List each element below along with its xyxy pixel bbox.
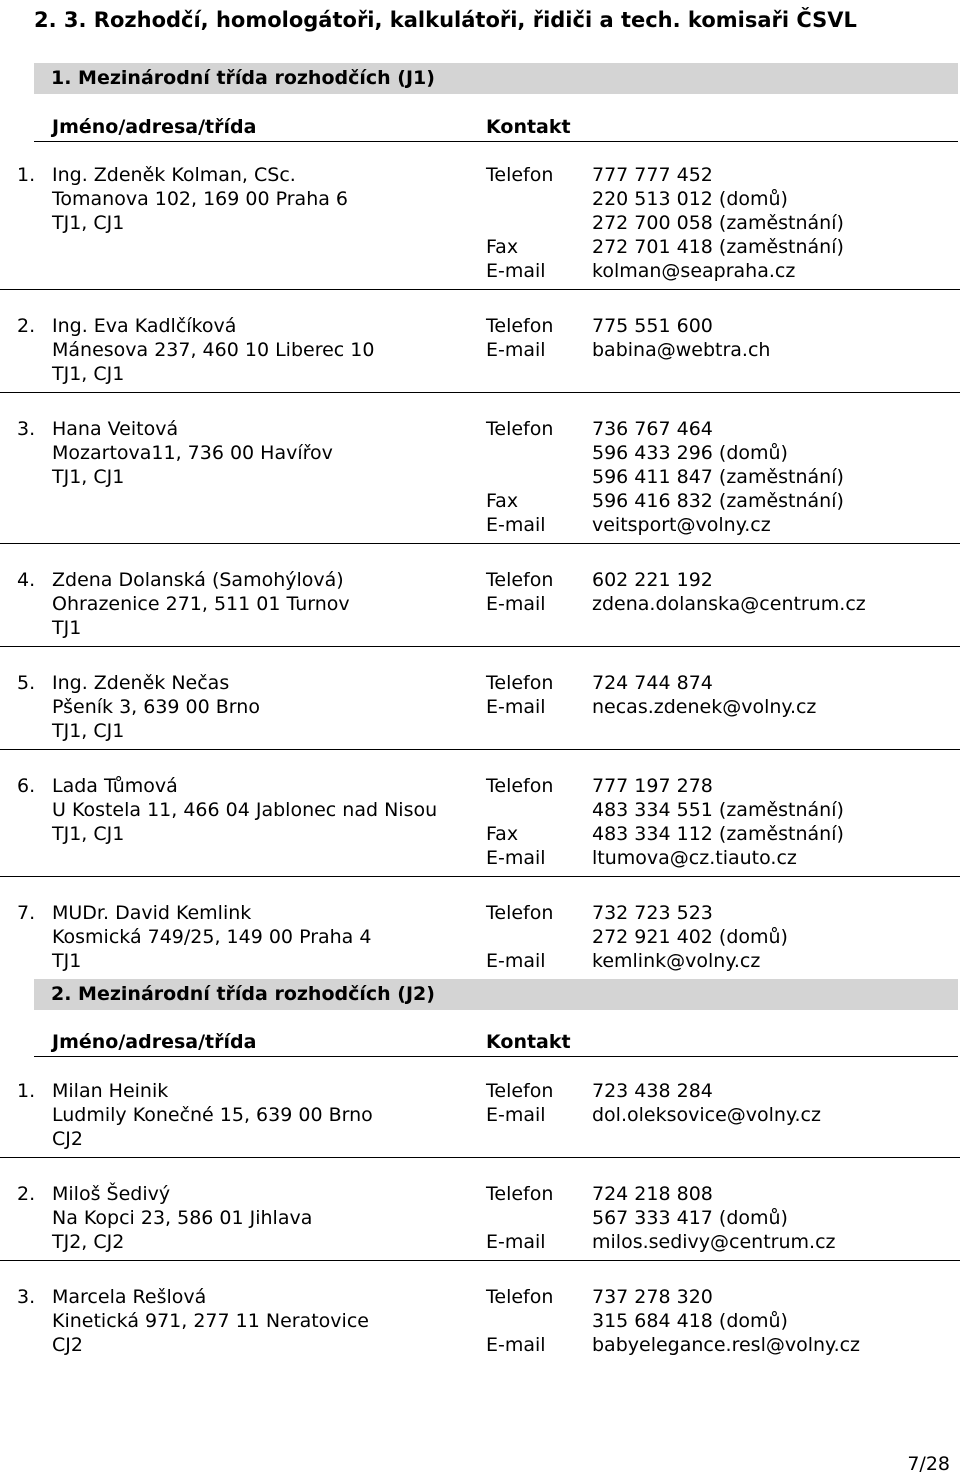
contact-label: E-mail [486, 1334, 546, 1356]
contact-label: E-mail [486, 339, 546, 361]
entry-number: 2. [17, 1183, 36, 1205]
contact-value: ltumova@cz.tiauto.cz [592, 847, 797, 869]
entry-address: Mozartova11, 736 00 Havířov [52, 442, 333, 464]
contact-value: babina@webtra.ch [592, 339, 771, 361]
contact-value: 777 777 452 [592, 164, 713, 186]
entry-number: 4. [17, 569, 36, 591]
section-heading: 1. Mezinárodní třída rozhodčích (J1) [51, 67, 435, 89]
entry-class: CJ2 [52, 1334, 83, 1356]
entry-number: 1. [17, 1080, 36, 1102]
contact-value: milos.sedivy@centrum.cz [592, 1231, 836, 1253]
contact-label: Telefon [486, 418, 554, 440]
contact-label: Telefon [486, 315, 554, 337]
contact-value: 775 551 600 [592, 315, 713, 337]
contact-value: necas.zdenek@volny.cz [592, 696, 817, 718]
contact-label: Telefon [486, 1183, 554, 1205]
entry-address: Kinetická 971, 277 11 Neratovice [52, 1310, 369, 1332]
contact-value: 724 744 874 [592, 672, 713, 694]
list-item [0, 1285, 960, 1363]
entry-name: Milan Heinik [52, 1080, 169, 1102]
contact-label: Telefon [486, 569, 554, 591]
entry-name: Miloš Šedivý [52, 1183, 171, 1205]
contact-label: Telefon [486, 1286, 554, 1308]
contact-value: 483 334 551 (zaměstnání) [592, 799, 844, 821]
contact-label: E-mail [486, 1231, 546, 1253]
contact-value: 315 684 418 (domů) [592, 1310, 788, 1332]
contact-label: Telefon [486, 672, 554, 694]
list-item [0, 568, 960, 647]
contact-label: E-mail [486, 514, 546, 536]
entry-number: 3. [17, 1286, 36, 1308]
entry-class: TJ1 [52, 617, 82, 639]
entry-class: TJ1, CJ1 [52, 466, 125, 488]
contact-label: Telefon [486, 164, 554, 186]
contact-value: veitsport@volny.cz [592, 514, 771, 536]
entry-number: 5. [17, 672, 36, 694]
contact-value: dol.oleksovice@volny.cz [592, 1104, 821, 1126]
entry-name: MUDr. David Kemlink [52, 902, 252, 924]
contact-value: zdena.dolanska@centrum.cz [592, 593, 866, 615]
contact-label: Fax [486, 236, 519, 258]
list-item [0, 314, 960, 393]
entry-address: Ludmily Konečné 15, 639 00 Brno [52, 1104, 373, 1126]
column-header-name: Jméno/adresa/třída [52, 116, 257, 138]
contact-label: Fax [486, 823, 519, 845]
contact-label: E-mail [486, 1104, 546, 1126]
entry-number: 3. [17, 418, 36, 440]
contact-label: Telefon [486, 775, 554, 797]
entry-class: TJ1, CJ1 [52, 720, 125, 742]
entry-class: TJ2, CJ2 [52, 1231, 125, 1253]
contact-value: 596 411 847 (zaměstnání) [592, 466, 844, 488]
column-header-contact: Kontakt [486, 116, 571, 138]
table-header [34, 1028, 958, 1057]
contact-label: E-mail [486, 847, 546, 869]
contact-label: E-mail [486, 950, 546, 972]
entry-name: Ing. Zdeněk Nečas [52, 672, 230, 694]
section-heading-bar [34, 979, 958, 1010]
entry-number: 1. [17, 164, 36, 186]
page-title: 2. 3. Rozhodčí, homologátoři, kalkulátoři, řidiči a tech. komisaři ČSVL [34, 8, 857, 32]
contact-value: 596 433 296 (domů) [592, 442, 788, 464]
list-item [0, 417, 960, 544]
entry-name: Ing. Zdeněk Kolman, CSc. [52, 164, 296, 186]
entry-address: Kosmická 749/25, 149 00 Praha 4 [52, 926, 372, 948]
entry-name: Marcela Rešlová [52, 1286, 207, 1308]
contact-label: Fax [486, 490, 519, 512]
list-item [0, 671, 960, 750]
contact-value: 596 416 832 (zaměstnání) [592, 490, 844, 512]
entry-class: TJ1, CJ1 [52, 212, 125, 234]
table-header [34, 113, 958, 142]
list-item [0, 1182, 960, 1261]
entry-name: Ing. Eva Kadlčíková [52, 315, 237, 337]
entry-address: Tomanova 102, 169 00 Praha 6 [52, 188, 349, 210]
contact-value: kolman@seapraha.cz [592, 260, 796, 282]
list-item [0, 774, 960, 877]
entry-name: Lada Tůmová [52, 775, 178, 797]
contact-label: Telefon [486, 1080, 554, 1102]
contact-value: 483 334 112 (zaměstnání) [592, 823, 844, 845]
entry-class: CJ2 [52, 1128, 83, 1150]
contact-value: 736 767 464 [592, 418, 713, 440]
page-number: 7/28 [907, 1453, 950, 1475]
contact-label: Telefon [486, 902, 554, 924]
contact-value: 723 438 284 [592, 1080, 713, 1102]
contact-value: 272 921 402 (domů) [592, 926, 788, 948]
entry-address: Mánesova 237, 460 10 Liberec 10 [52, 339, 375, 361]
column-header-contact: Kontakt [486, 1031, 571, 1053]
contact-value: 732 723 523 [592, 902, 713, 924]
entry-address: U Kostela 11, 466 04 Jablonec nad Nisou [52, 799, 438, 821]
contact-value: 272 701 418 (zaměstnání) [592, 236, 844, 258]
contact-label: E-mail [486, 696, 546, 718]
entry-address: Na Kopci 23, 586 01 Jihlava [52, 1207, 313, 1229]
entry-number: 2. [17, 315, 36, 337]
list-item [0, 901, 960, 979]
contact-value: 724 218 808 [592, 1183, 713, 1205]
contact-value: 220 513 012 (domů) [592, 188, 788, 210]
list-item [0, 163, 960, 290]
entry-name: Zdena Dolanská (Samohýlová) [52, 569, 344, 591]
contact-value: 777 197 278 [592, 775, 713, 797]
section-heading: 2. Mezinárodní třída rozhodčích (J2) [51, 983, 435, 1005]
entry-number: 6. [17, 775, 36, 797]
entry-name: Hana Veitová [52, 418, 179, 440]
entry-address: Ohrazenice 271, 511 01 Turnov [52, 593, 350, 615]
contact-value: kemlink@volny.cz [592, 950, 761, 972]
contact-value: babyelegance.resl@volny.cz [592, 1334, 861, 1356]
contact-value: 272 700 058 (zaměstnání) [592, 212, 844, 234]
entry-class: TJ1, CJ1 [52, 363, 125, 385]
entry-class: TJ1 [52, 950, 82, 972]
entry-number: 7. [17, 902, 36, 924]
contact-label: E-mail [486, 260, 546, 282]
column-header-name: Jméno/adresa/třída [52, 1031, 257, 1053]
contact-label: E-mail [486, 593, 546, 615]
entry-address: Pšeník 3, 639 00 Brno [52, 696, 260, 718]
contact-value: 567 333 417 (domů) [592, 1207, 788, 1229]
contact-value: 737 278 320 [592, 1286, 713, 1308]
list-item [0, 1079, 960, 1158]
entry-class: TJ1, CJ1 [52, 823, 125, 845]
section-heading-bar [34, 63, 958, 94]
contact-value: 602 221 192 [592, 569, 713, 591]
